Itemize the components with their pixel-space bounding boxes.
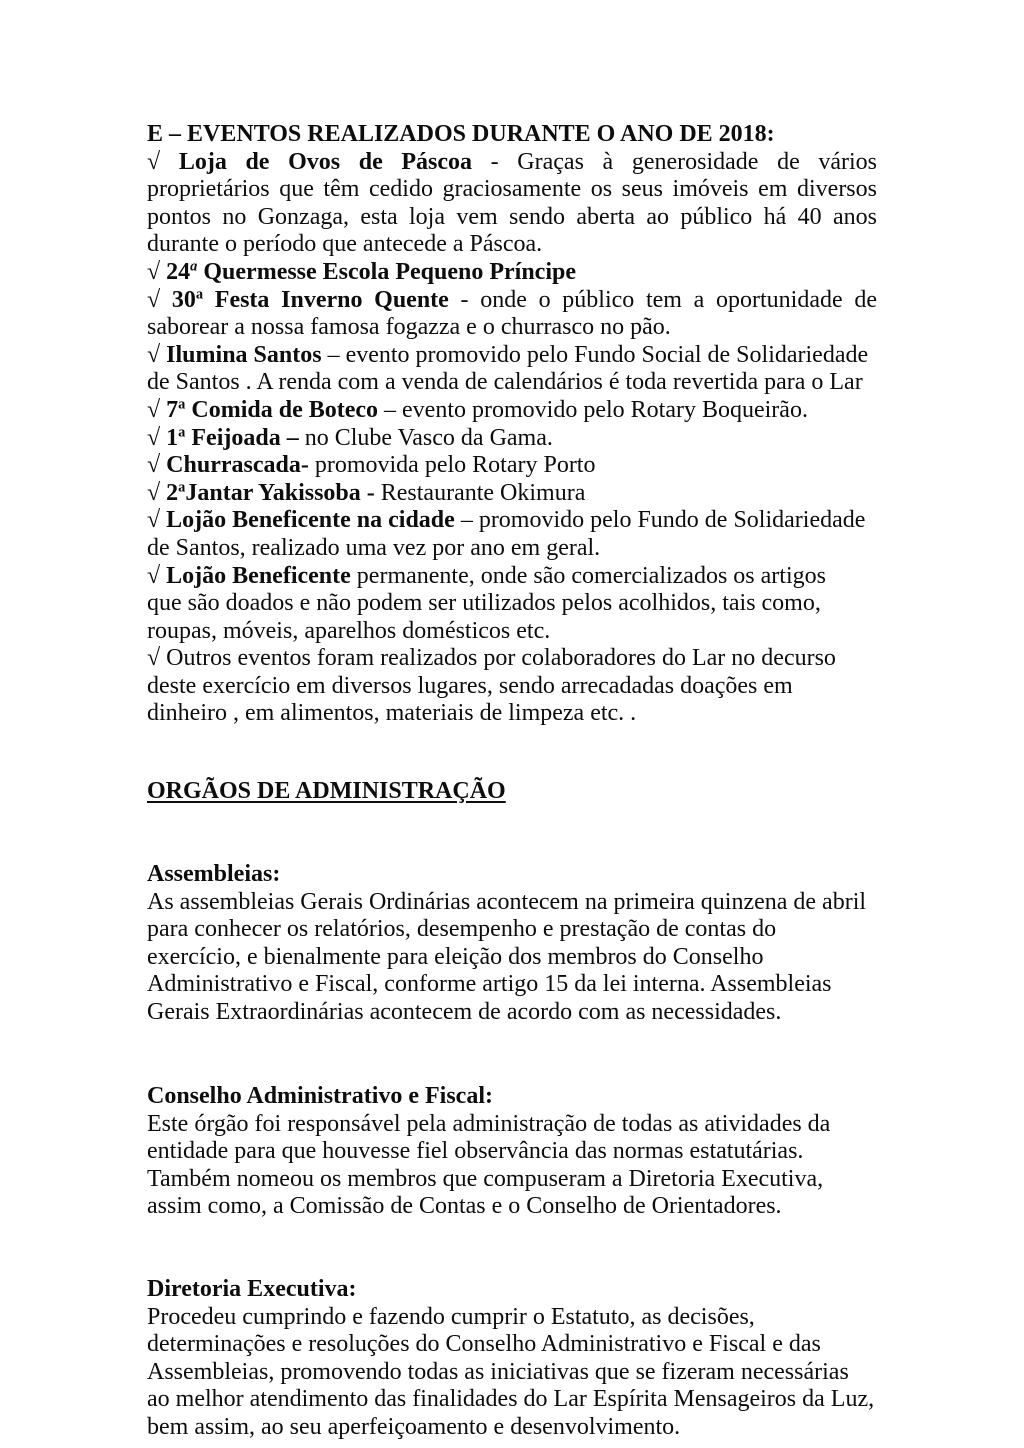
- event-title: Lojão Beneficente na cidade: [166, 507, 455, 534]
- event-item-feijoada: [147, 425, 877, 453]
- section-text-line: Assembleias, promovendo todas as iniciativas que se fizeram necessárias: [147, 1358, 849, 1385]
- event-ordinal: 30: [171, 286, 196, 313]
- event-description-line: proprietários que têm cedido graciosamente os seus imóveis em diversos: [147, 176, 877, 203]
- checkmark-bullet-icon: √: [147, 479, 161, 506]
- event-item-comida-de-boteco: [147, 397, 877, 425]
- section-text-line: determinações e resoluções do Conselho Administrativo e Fiscal e das: [147, 1331, 821, 1358]
- checkmark-bullet-icon: √: [147, 424, 161, 451]
- event-ordinal-suffix: a: [178, 479, 186, 496]
- event-description: permanente, onde são comercializados os artigos: [356, 562, 826, 589]
- event-ordinal: 7: [166, 396, 179, 423]
- section-text-line: Este órgão foi responsável pela administração de todas as atividades da: [147, 1110, 831, 1137]
- event-title: Quermesse Escola Pequeno Príncipe: [203, 258, 576, 285]
- section-text-line: Administrativo e Fiscal, conforme artigo 15 da lei interna. Assembleias: [147, 971, 832, 998]
- event-title: Churrascada-: [166, 452, 309, 479]
- checkmark-bullet-icon: √: [147, 645, 161, 672]
- section-heading: Assembleias:: [147, 861, 281, 887]
- event-ordinal: 24: [166, 258, 191, 285]
- council-section: [147, 1083, 877, 1221]
- event-item-ilumina-santos: [147, 342, 877, 370]
- checkmark-bullet-icon: √: [147, 507, 161, 534]
- administration-heading: ORGÃOS DE ADMINISTRAÇÃO: [147, 778, 506, 804]
- executive-board-section: [147, 1276, 877, 1442]
- event-description: no Clube Vasco da Gama.: [304, 424, 553, 451]
- event-description: Restaurante Okimura: [380, 479, 586, 506]
- section-heading: Conselho Administrativo e Fiscal:: [147, 1083, 493, 1109]
- section-text-line: entidade para que houvesse fiel observância das normas estatutárias.: [147, 1138, 804, 1165]
- event-description-line: dinheiro , em alimentos, materiais de limpeza etc. .: [147, 700, 637, 727]
- section-text-line: ao melhor atendimento das finalidades do Lar Espírita Mensageiros da Luz,: [147, 1386, 875, 1413]
- event-ordinal: 1: [166, 424, 179, 451]
- event-description-line: durante o período que antecede a Páscoa.: [147, 231, 543, 258]
- event-description-line: roupas, móveis, aparelhos domésticos etc.: [147, 617, 551, 644]
- section-heading: Diretoria Executiva:: [147, 1276, 357, 1302]
- events-heading: E – EVENTOS REALIZADOS DURANTE O ANO DE 2018:: [147, 121, 775, 147]
- section-text-line: exercício, e bienalmente para eleição dos membros do Conselho: [147, 943, 764, 970]
- event-item-jantar-yakissoba: [147, 480, 877, 508]
- event-ordinal-suffix: a: [178, 396, 186, 413]
- event-description-line: deste exercício em diversos lugares, sendo arrecadadas doações em: [147, 672, 793, 699]
- checkmark-bullet-icon: √: [147, 341, 161, 368]
- event-description-line: pontos no Gonzaga, esta loja vem sendo aberta ao público há 40 anos: [147, 203, 877, 230]
- checkmark-bullet-icon: √: [147, 562, 161, 589]
- section-text-line: bem assim, ao seu aperfeiçoamento e desenvolvimento.: [147, 1413, 681, 1440]
- event-title: Loja de Ovos de Páscoa: [178, 148, 473, 175]
- event-description: Outros eventos foram realizados por colaboradores do Lar no decurso: [166, 645, 836, 672]
- administration-heading-line: [147, 778, 877, 806]
- checkmark-bullet-icon: √: [147, 452, 161, 479]
- checkmark-bullet-icon: √: [147, 258, 161, 285]
- event-ordinal: 2: [166, 479, 179, 506]
- event-title: Feijoada –: [191, 424, 299, 451]
- checkmark-bullet-icon: √: [147, 396, 161, 423]
- administration-heading-block: [147, 778, 877, 806]
- section-text-line: assim como, a Comissão de Contas e o Conselho de Orientadores.: [147, 1193, 782, 1220]
- event-description: – promovido pelo Fundo de Solidariedade: [460, 507, 866, 534]
- event-item-festa-inverno: [147, 287, 877, 315]
- event-description: – evento promovido pelo Fundo Social de Solidariedade: [327, 341, 869, 368]
- section-text-line: Também nomeou os membros que compuseram a Diretoria Executiva,: [147, 1165, 824, 1192]
- event-title: Jantar Yakissoba -: [185, 479, 375, 506]
- event-item-other-events: [147, 645, 877, 673]
- event-description-line: de Santos, realizado uma vez por ano em geral.: [147, 534, 601, 561]
- event-item-churrascada: [147, 452, 877, 480]
- events-section: [147, 121, 877, 728]
- event-ordinal-suffix: a: [178, 423, 186, 440]
- event-description: – evento promovido pelo Rotary Boqueirão.: [384, 396, 808, 423]
- event-title: Festa Inverno Quente: [214, 286, 449, 313]
- event-description-line: de Santos . A renda com a venda de calendários é toda revertida para o Lar: [147, 369, 863, 396]
- event-item-lojao-permanente: [147, 563, 877, 591]
- section-text-line: para conhecer os relatórios, desempenho e prestação de contas do: [147, 916, 777, 943]
- section-text-line: As assembleias Gerais Ordinárias acontecem na primeira quinzena de abril: [147, 888, 867, 915]
- section-text-line: Gerais Extraordinárias acontecem de acordo com as necessidades.: [147, 998, 782, 1025]
- event-ordinal-suffix: a: [195, 285, 204, 302]
- event-description-line: que são doados e não podem ser utilizados pelos acolhidos, tais como,: [147, 590, 821, 617]
- section-text-line: Procedeu cumprindo e fazendo cumprir o Estatuto, as decisões,: [147, 1303, 755, 1330]
- event-item-quermesse: [147, 259, 877, 287]
- event-ordinal-suffix: a: [190, 258, 198, 275]
- event-description: promovida pelo Rotary Porto: [314, 452, 596, 479]
- event-title: Lojão Beneficente: [166, 562, 351, 589]
- checkmark-bullet-icon: √: [147, 148, 161, 175]
- event-title: Ilumina Santos: [166, 341, 322, 368]
- event-description: - onde o público tem a oportunidade de: [460, 286, 877, 313]
- event-item-easter-egg-shop: [147, 149, 877, 177]
- checkmark-bullet-icon: √: [147, 286, 161, 313]
- event-title: Comida de Boteco: [191, 396, 379, 423]
- event-item-lojao-cidade: [147, 507, 877, 535]
- assemblies-section: [147, 861, 877, 1027]
- event-description: - Graças à generosidade de vários: [490, 148, 878, 175]
- event-description-line: saborear a nossa famosa fogazza e o churrasco no pão.: [147, 314, 671, 341]
